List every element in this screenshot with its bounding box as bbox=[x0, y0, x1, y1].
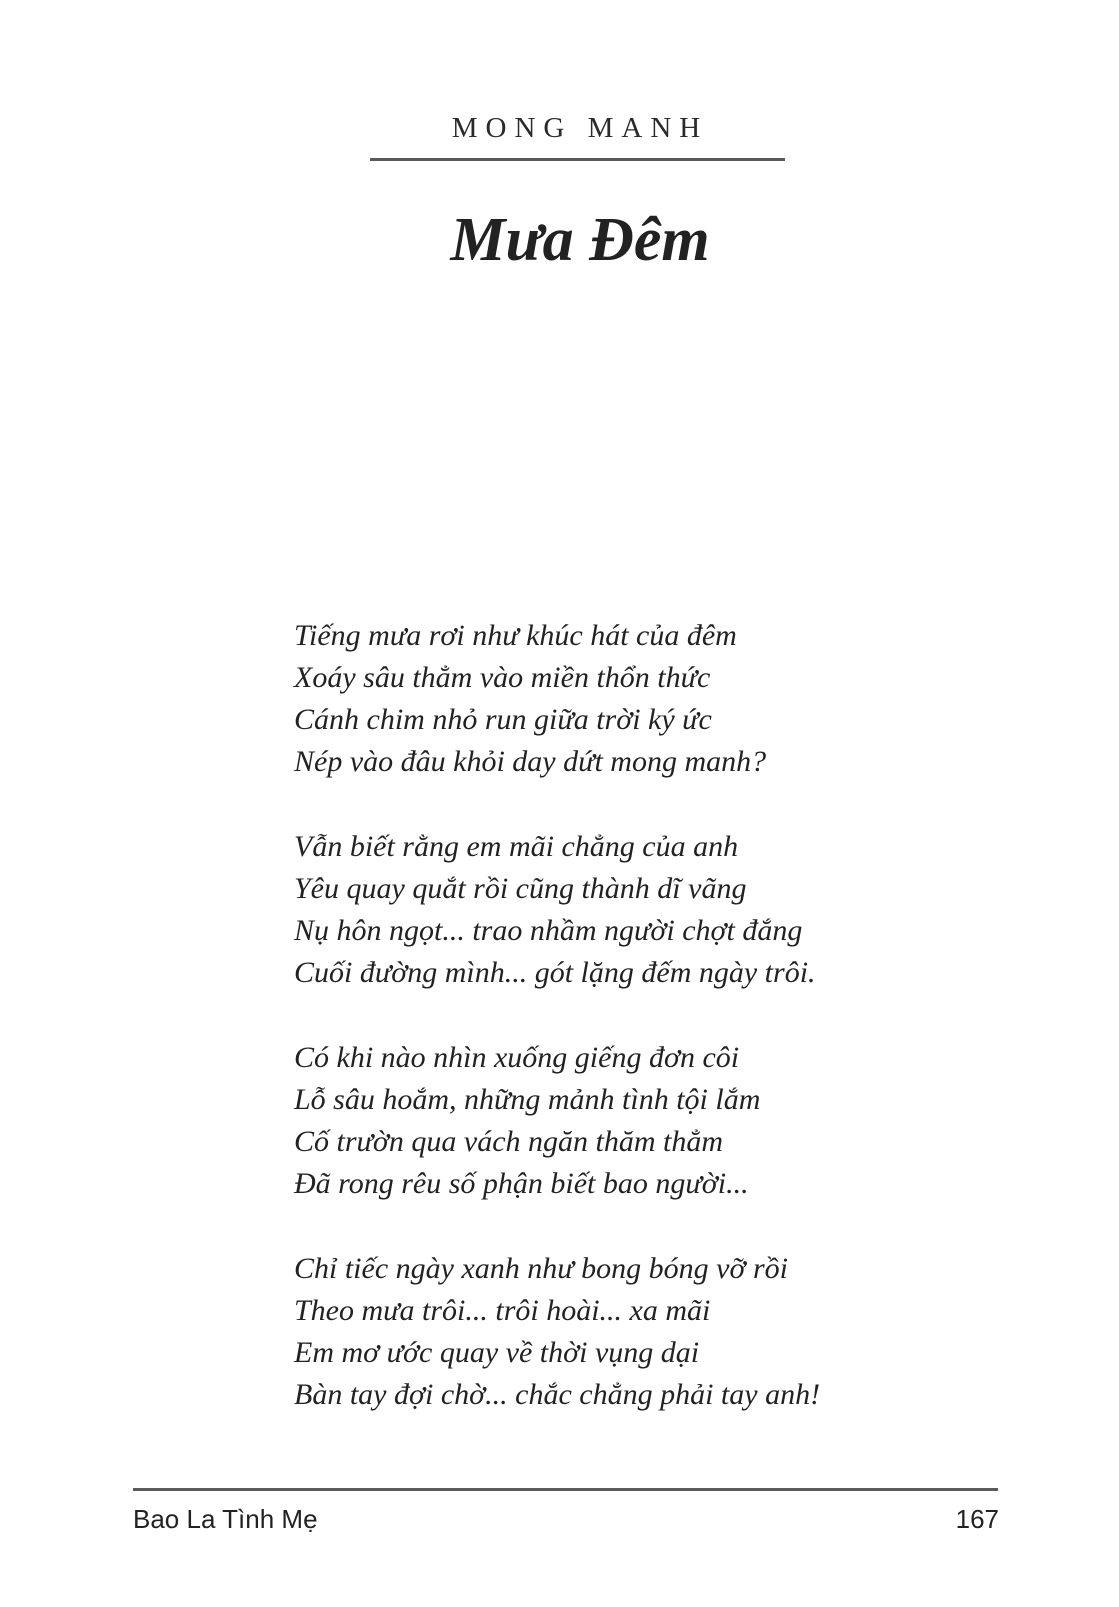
verse-line: Nép vào đâu khỏi day dứt mong manh? bbox=[294, 745, 767, 778]
stanza-4 bbox=[294, 1248, 994, 1416]
page-number: 167 bbox=[955, 1504, 999, 1534]
poem-body bbox=[294, 615, 994, 1459]
verse-line: Lỗ sâu hoắm, những mảnh tình tội lắm bbox=[294, 1083, 761, 1116]
verse-line: Yêu quay quắt rồi cũng thành dĩ vãng bbox=[294, 872, 747, 905]
poem-title: Mưa Đêm bbox=[450, 206, 710, 274]
stanza-2 bbox=[294, 826, 994, 994]
verse-line: Nụ hôn ngọt... trao nhầm người chợt đắng bbox=[294, 914, 803, 947]
verse-line: Cuối đường mình... gót lặng đếm ngày trôi. bbox=[294, 956, 816, 989]
verse-line: Có khi nào nhìn xuống giếng đơn côi bbox=[294, 1041, 740, 1074]
stanza-1 bbox=[294, 615, 994, 783]
verse-line: Theo mưa trôi... trôi hoài... xa mãi bbox=[294, 1294, 711, 1327]
stanza-3 bbox=[294, 1037, 994, 1205]
verse-line: Đã rong rêu số phận biết bao người... bbox=[294, 1167, 749, 1200]
verse-line: Cánh chim nhỏ run giữa trời ký ức bbox=[294, 703, 712, 736]
running-head: MONG MANH bbox=[451, 112, 709, 144]
verse-line: Bàn tay đợi chờ... chắc chẳng phải tay anh! bbox=[294, 1378, 821, 1411]
verse-line: Tiếng mưa rơi như khúc hát của đêm bbox=[294, 619, 737, 652]
footer-book-title: Bao La Tình Mẹ bbox=[133, 1504, 318, 1534]
verse-line: Vẫn biết rằng em mãi chẳng của anh bbox=[294, 830, 739, 863]
header-rule bbox=[370, 158, 785, 161]
verse-line: Xoáy sâu thẳm vào miền thổn thức bbox=[294, 661, 711, 694]
verse-line: Em mơ ước quay về thời vụng dại bbox=[294, 1336, 700, 1369]
footer-rule bbox=[133, 1488, 998, 1491]
verse-line: Cố trườn qua vách ngăn thăm thẳm bbox=[294, 1125, 724, 1158]
verse-line: Chỉ tiếc ngày xanh như bong bóng vỡ rồi bbox=[294, 1252, 788, 1285]
